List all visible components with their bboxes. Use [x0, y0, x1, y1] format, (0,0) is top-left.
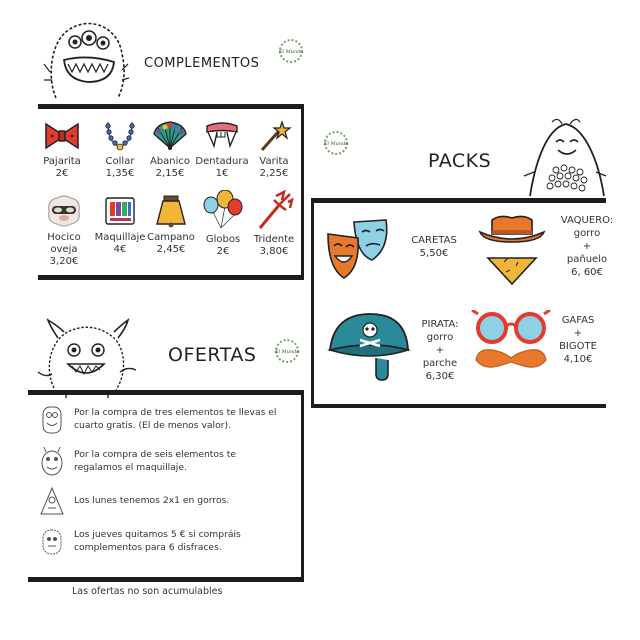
item-price: 2,45€ [156, 244, 186, 255]
monster-bullet-icon [38, 486, 66, 518]
balloons-icon [201, 190, 245, 230]
pack-line: + [435, 345, 445, 356]
item-price: 2€ [55, 168, 69, 179]
item-price: 2,15€ [155, 168, 185, 179]
packs-left-border [311, 198, 314, 408]
pack-line: 6,30€ [425, 371, 455, 382]
pack-line: 6, 60€ [571, 267, 603, 278]
item-label: Varita [259, 156, 289, 167]
pirate-hat-icon [326, 310, 412, 384]
monster-bullet-icon [38, 446, 66, 478]
item-price: 1,35€ [105, 168, 135, 179]
pack-gafas-text [548, 314, 608, 366]
pack-vaquero-text [547, 214, 627, 279]
horned-monster-illustration [32, 318, 142, 398]
fan-icon [152, 120, 188, 152]
cowbell-icon [153, 194, 189, 228]
glasses-moustache-icon [468, 310, 554, 372]
pack-line: gorro [426, 332, 454, 343]
ofertas-bottom-bar [28, 577, 304, 582]
makeup-palette-icon [102, 194, 138, 228]
pack-line: CARETAS [411, 235, 457, 246]
monster-bullet-icon [38, 404, 66, 436]
offer-item [38, 446, 288, 486]
item-price: 2€ [216, 246, 230, 257]
packs-title: PACKS [428, 150, 492, 172]
offer-text: Por la compra de tres elementos te llevas el cuarto gratis. (El de menos valor). [74, 407, 277, 431]
item-label: Tridente [253, 234, 295, 245]
cowboy-icon [478, 212, 548, 288]
pack-line: + [573, 328, 583, 339]
logo-wreath-icon [321, 128, 351, 158]
pack-line: 4,10€ [563, 354, 593, 365]
offer-text: Por la compra de seis elementos te regalamos el maquillaje. [74, 449, 236, 473]
item-price: 2,25€ [259, 168, 289, 179]
item-label: Dentadura [195, 156, 249, 167]
pack-caretas-text [404, 234, 464, 260]
necklace-icon [102, 120, 138, 152]
logo-wreath-icon [276, 36, 306, 66]
item-label: Collar [105, 156, 135, 167]
offer-text: Los lunes tenemos 2x1 en gorros. [74, 495, 230, 506]
pack-line: 5,50€ [419, 248, 449, 259]
item-campano[interactable] [141, 194, 201, 256]
three-eyed-monster-illustration [42, 20, 130, 102]
svg-text:El Mundo: El Mundo [278, 49, 304, 55]
svg-text:El Mundo: El Mundo [323, 141, 349, 147]
pack-line: BIGOTE [559, 341, 597, 352]
offer-item [38, 486, 288, 526]
ofertas-title: OFERTAS [168, 344, 257, 366]
pack-line: VAQUERO: [560, 215, 614, 226]
complementos-top-bar [38, 104, 304, 109]
item-label: Pajarita [43, 156, 81, 167]
item-tridente[interactable] [244, 190, 304, 258]
item-label: Hocico oveja [47, 232, 81, 255]
offer-text: Los jueves quitamos 5 € si compráis complementos para 6 disfraces. [74, 529, 241, 553]
item-label: Abanico [149, 156, 191, 167]
ofertas-top-bar [28, 390, 304, 395]
logo-wreath-icon [272, 336, 302, 366]
item-price: 3,80€ [259, 246, 289, 257]
complementos-bottom-bar [38, 275, 304, 280]
ofertas-right-border [301, 390, 304, 580]
item-label: Campano [147, 232, 195, 243]
pack-line: + [582, 241, 592, 252]
offer-item [38, 404, 288, 444]
smiling-monster-illustration [522, 118, 608, 198]
item-hocico-oveja[interactable] [34, 194, 94, 268]
pack-pirata-text [410, 318, 470, 383]
item-dentadura[interactable] [192, 120, 252, 180]
pack-line: gorro [573, 228, 601, 239]
offer-item [38, 526, 288, 566]
item-label: Maquillaje [94, 232, 146, 243]
sheep-mask-icon [45, 194, 83, 228]
bow-tie-icon [44, 120, 80, 152]
item-price: 3,20€ [49, 256, 79, 267]
item-price: 1€ [215, 168, 229, 179]
item-price: 4€ [113, 244, 127, 255]
item-label: Globos [205, 234, 241, 245]
trident-icon [254, 190, 294, 230]
ofertas-footer: Las ofertas no son acumulables [72, 586, 223, 597]
fangs-icon [204, 120, 240, 152]
item-abanico[interactable] [140, 120, 200, 180]
pack-line: parche [422, 358, 458, 369]
theater-masks-icon [324, 218, 394, 282]
monster-bullet-icon [38, 526, 66, 558]
item-varita[interactable] [244, 120, 304, 180]
packs-bottom-bar [311, 404, 606, 408]
item-pajarita[interactable] [32, 120, 92, 180]
packs-top-bar [311, 198, 606, 203]
pack-line: pañuelo [566, 254, 608, 265]
svg-text:El Mundo: El Mundo [274, 349, 300, 355]
magic-wand-icon [256, 120, 292, 152]
complementos-title: COMPLEMENTOS [144, 56, 260, 71]
pack-line: PIRATA: [421, 319, 459, 330]
pack-line: GAFAS [561, 315, 595, 326]
